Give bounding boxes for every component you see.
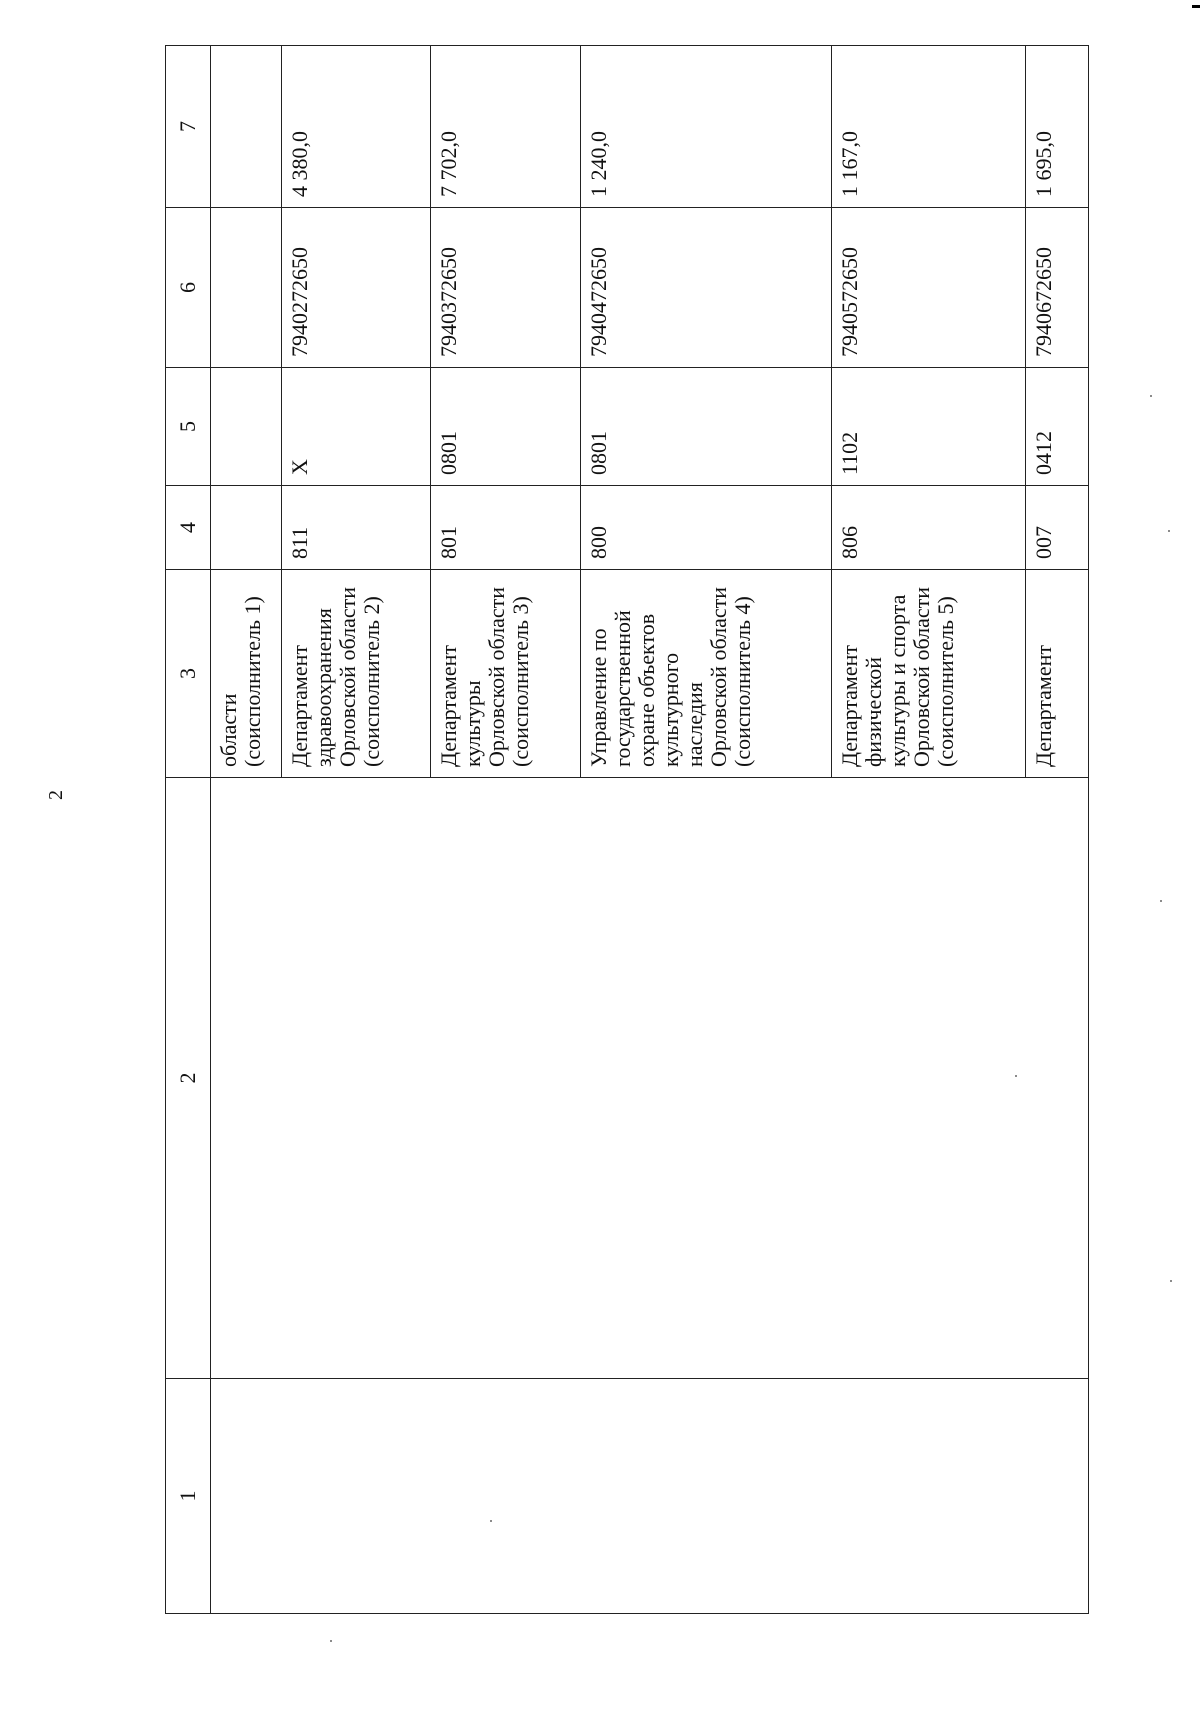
code-section-cell	[210, 368, 281, 486]
code-target-cell	[210, 208, 281, 368]
header-col-4: 4	[166, 486, 211, 570]
code-section-cell: 0412	[1025, 368, 1088, 486]
scan-edge-mark	[1192, 5, 1200, 8]
scan-speck	[1170, 1280, 1172, 1282]
code-admin-cell: 800	[580, 486, 831, 570]
scan-speck	[1160, 900, 1162, 902]
code-target-cell: 7940672650	[1025, 208, 1088, 368]
code-target-cell: 7940372650	[431, 208, 580, 368]
header-col-5: 5	[166, 368, 211, 486]
scan-speck	[330, 1640, 332, 1642]
amount-cell	[210, 46, 281, 208]
executor-cell: Управление по государственной охране объектов культурного наследия Орловской области (соисполнитель 4)	[580, 570, 831, 778]
header-col-2: 2	[166, 778, 211, 1379]
scan-speck	[1168, 530, 1170, 532]
code-section-cell: X	[282, 368, 431, 486]
code-section-cell: 0801	[431, 368, 580, 486]
header-col-7: 7	[166, 46, 211, 208]
scan-speck	[490, 1520, 492, 1522]
header-col-3: 3	[166, 570, 211, 778]
code-section-cell: 1102	[831, 368, 1025, 486]
code-admin-cell: 801	[431, 486, 580, 570]
budget-table	[165, 45, 1089, 1614]
header-col-1: 1	[166, 1379, 211, 1614]
amount-cell: 7 702,0	[431, 46, 580, 208]
executor-cell: области (соисполнитель 1)	[210, 570, 281, 778]
code-target-cell: 7940472650	[580, 208, 831, 368]
scan-speck	[1015, 1075, 1017, 1077]
header-col-6: 6	[166, 208, 211, 368]
table-header-row	[166, 46, 211, 1614]
amount-cell: 1 695,0	[1025, 46, 1088, 208]
executor-cell: Департамент культуры Орловской области (соисполнитель 3)	[431, 570, 580, 778]
budget-table-rotated	[165, 46, 1089, 1614]
code-target-cell: 7940572650	[831, 208, 1025, 368]
executor-cell: Департамент здравоохранения Орловской области (соисполнитель 2)	[282, 570, 431, 778]
page-number: 2	[45, 790, 67, 800]
amount-cell: 1 167,0	[831, 46, 1025, 208]
code-admin-cell: 007	[1025, 486, 1088, 570]
executor-cell: Департамент	[1025, 570, 1088, 778]
table-row	[210, 46, 281, 1614]
executor-cell: Департамент физической культуры и спорта Орловской области (соисполнитель 5)	[831, 570, 1025, 778]
code-admin-cell: 806	[831, 486, 1025, 570]
merged-cell-col-1	[210, 1379, 1088, 1614]
amount-cell: 4 380,0	[282, 46, 431, 208]
amount-cell: 1 240,0	[580, 46, 831, 208]
merged-cell-col-2	[210, 778, 1088, 1379]
scan-speck	[1150, 395, 1152, 397]
code-target-cell: 7940272650	[282, 208, 431, 368]
code-section-cell: 0801	[580, 368, 831, 486]
code-admin-cell: 811	[282, 486, 431, 570]
code-admin-cell	[210, 486, 281, 570]
